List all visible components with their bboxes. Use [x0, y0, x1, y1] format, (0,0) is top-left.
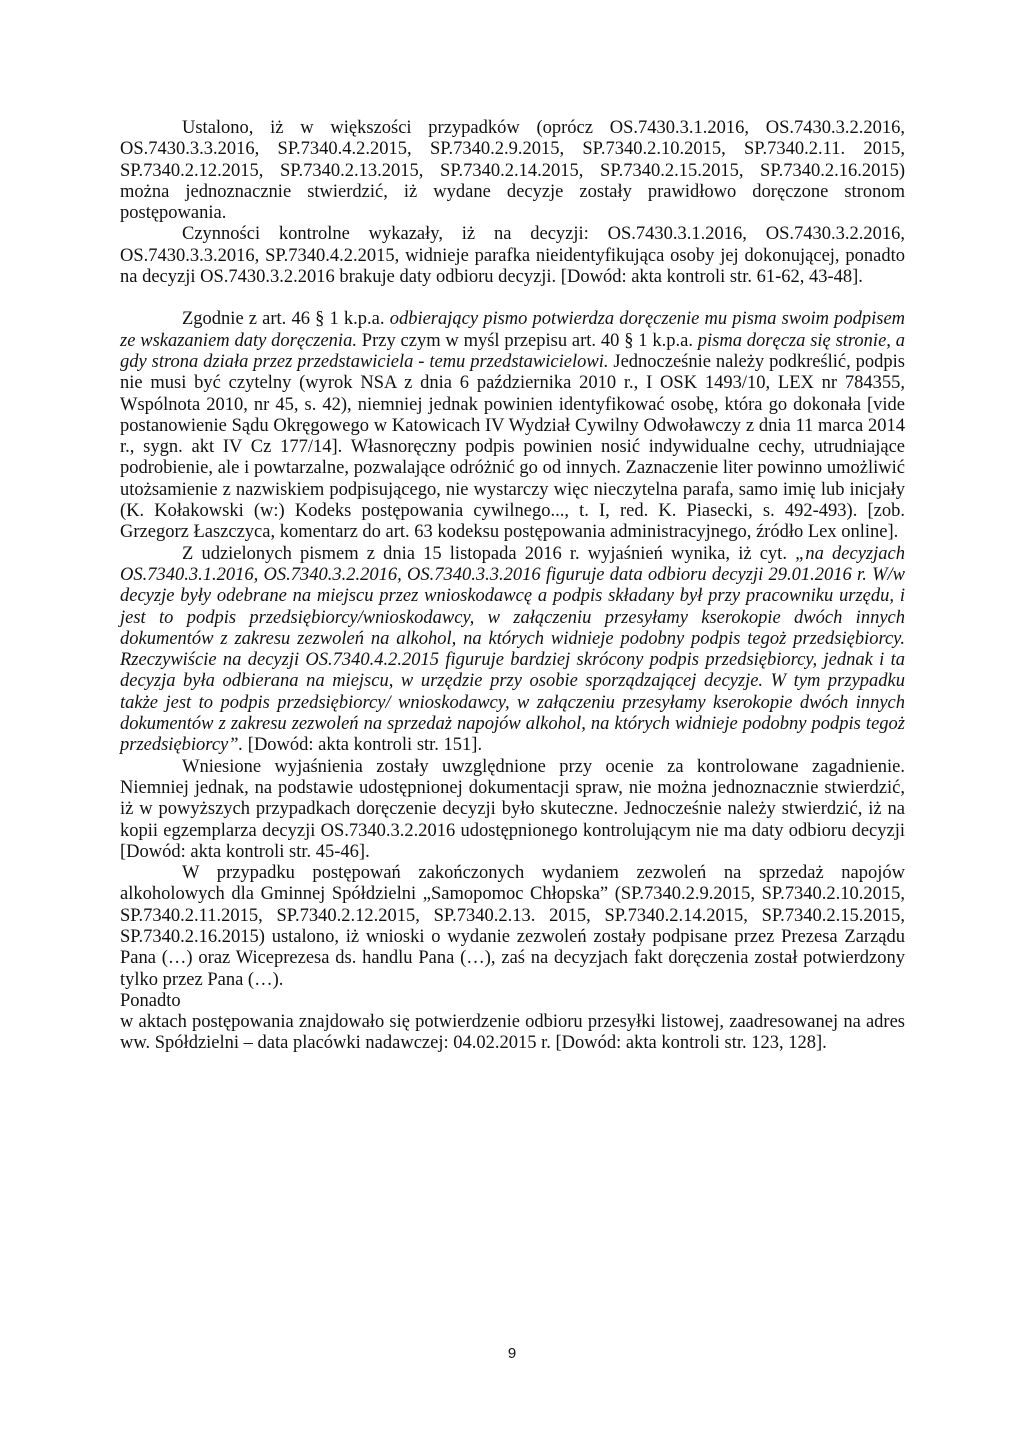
page-number: 9: [507, 1345, 517, 1362]
p3-quote2: pisma doręcza się stronie, a gdy strona działa przez przedstawiciela - temu przedstawicielowi.: [120, 330, 905, 372]
paragraph-gap: [120, 288, 905, 309]
paragraph-6: W przypadku postępowań zakończonych wydaniem zezwoleń na sprzedaż napojów alkoholowych dla Gminnej Spółdzielni „Samopomoc Chłopska” (SP.7340.2.9.2015, SP.7340.2.10.2015, SP.7340.2.11.2015, SP.7340.2.12.2015, SP.7340.2.13. 2015, SP.7340.2.14.2015, SP.7340.2.15.2015, SP.7340.2.16.2015) ustalono, iż wnioski o wydanie zezwoleń zostały podpisane przez Prezesa Zarządu Pana (…) oraz Wiceprezesa ds. handlu Pana (…), zaś na decyzjach fakt doręczenia został potwierdzony tylko przez Pana (…).: [120, 863, 905, 990]
paragraph-6-tail-2: w aktach postępowania znajdowało się potwierdzenie odbioru przesyłki listowej, zaadresowanej na adres ww. Spółdzielni – data placówki nadawczej: 04.02.2015 r. [Dowód: akta kontroli str. 123, 128].: [120, 1012, 905, 1054]
p3-mid2: Przy czym w myśl przepisu art. 40: [356, 330, 625, 351]
paragraph-2: Czynności kontrolne wykazały, iż na decyzji: OS.7430.3.1.2016, OS.7430.3.2.2016, OS.7430.3.3.2016, SP.7340.4.2.2015, widnieje parafka nieidentyfikująca osoby jej dokonującej, ponadto na decyzji OS.7430.3.2.2016 brakuje daty odbioru decyzji. [Dowód: akta kontroli str. 61-62, 43-48].: [120, 224, 905, 288]
section-sign: §: [624, 330, 634, 351]
p3-mid3: 1 k.p.a.: [633, 330, 698, 351]
paragraph-5: Wniesione wyjaśnienia zostały uwzględnione przy ocenie za kontrolowane zagadnienie. Niemniej jednak, na podstawie udostępnionej dokumentacji spraw, nie można jednoznacznie stwierdzić, iż w powyższych przypadkach doręczenie decyzji było skuteczne. Jednocześnie należy stwierdzić, iż na kopii egzemplarza decyzji OS.7340.3.2.2016 udostępnionego kontrolującym nie ma daty odbioru decyzji [Dowód: akta kontroli str. 45-46].: [120, 756, 905, 862]
section-sign: §: [315, 309, 325, 330]
p3-mid1: 1 k.p.a.: [324, 309, 390, 330]
paragraph-6-tail-1: Ponadto: [120, 990, 181, 1011]
p3-rest: Jednocześnie należy podkreślić, podpis nie musi być czytelny (wyrok NSA z dnia 6 października 2010 r., I OSK 1493/10, LEX nr 784355, Wspólnota 2010, nr 45, s. 42), niemniej jednak powinien identyfikować osobę, która go dokonała [vide postanowienie Sądu Okręgowego w Katowicach IV Wydział Cywilny Odwoławczy z dnia 11 marca 2014 r., sygn. akt IV Cz 177/14]. Własnoręczny podpis powinien nosić indywidualne cechy, utrudniające podrobienie, ale i powtarzalne, pozwalające odróżnić go od innych. Zaznaczenie liter powinno umożliwić utożsamienie z nazwiskiem podpisującego, nie wystarczy więc nieczytelna parafa, samo imię lub inicjały (K. Kołakowski (w:) Kodeks postępowania cywilnego..., t. I, red. K. Piasecki, s. 492-493). [zob. Grzegorz Łaszczyca, komentarz do art. 63 kodeksu postępowania administracyjnego, źródło Lex online].: [120, 351, 905, 543]
p4-quote: „na decyzjach OS.7340.3.1.2016, OS.7340.3.2.2016, OS.7340.3.3.2016 figuruje data odbioru decyzji 29.01.2016 r. W/w decyzje były odebrane na miejscu przez wnioskodawcę a podpis składany był przy pracowniku urzędu, i jest to podpis przedsiębiorcy/wnioskodawcy, w załączeniu przesyłamy kserokopie dwóch innych dokumentów z zakresu zezwoleń na alkohol, na których widnieje podobny podpis tegoż przedsiębiorcy. Rzeczywiście na decyzji OS.7340.4.2.2015 figuruje bardziej skrócony podpis przedsiębiorcy, jednak i ta decyzja była odbierana na miejscu, w urzędzie przy osobie sporządzającej decyzje. W tym przypadku także jest to podpis przedsiębiorcy/ wnioskodawcy, w załączeniu przesyłamy kserokopie dwóch innych dokumentów z zakresu zezwoleń na sprzedaż napojów alkohol, na których widnieje podobny podpis tegoż przedsiębiorcy”.: [120, 543, 905, 756]
p3-pre1: Zgodnie z art. 46: [182, 309, 316, 330]
document-body: [120, 118, 905, 1055]
paragraph-1: Ustalono, iż w większości przypadków (oprócz OS.7430.3.1.2016, OS.7430.3.2.2016, OS.7430.3.3.2016, SP.7340.4.2.2015, SP.7340.2.9.2015, SP.7340.2.10.2015, SP.7340.2.11. 2015, SP.7340.2.12.2015, SP.7340.2.13.2015, SP.7340.2.14.2015, SP.7340.2.15.2015, SP.7340.2.16.2015) można jednoznacznie stwierdzić, iż wydane decyzje zostały prawidłowo doręczone stronom postępowania.: [120, 118, 905, 224]
paragraph-3: [120, 309, 905, 543]
p4-pre: Z udzielonych pismem z dnia 15 listopada 2016 r. wyjaśnień wynika, iż cyt.: [182, 543, 796, 564]
p4-post: [Dowód: akta kontroli str. 151].: [243, 735, 483, 756]
paragraph-4: [120, 544, 905, 757]
p3-quote1: odbierający pismo potwierdza doręczenie mu pisma swoim podpisem ze wskazaniem daty doręczenia.: [120, 309, 906, 351]
